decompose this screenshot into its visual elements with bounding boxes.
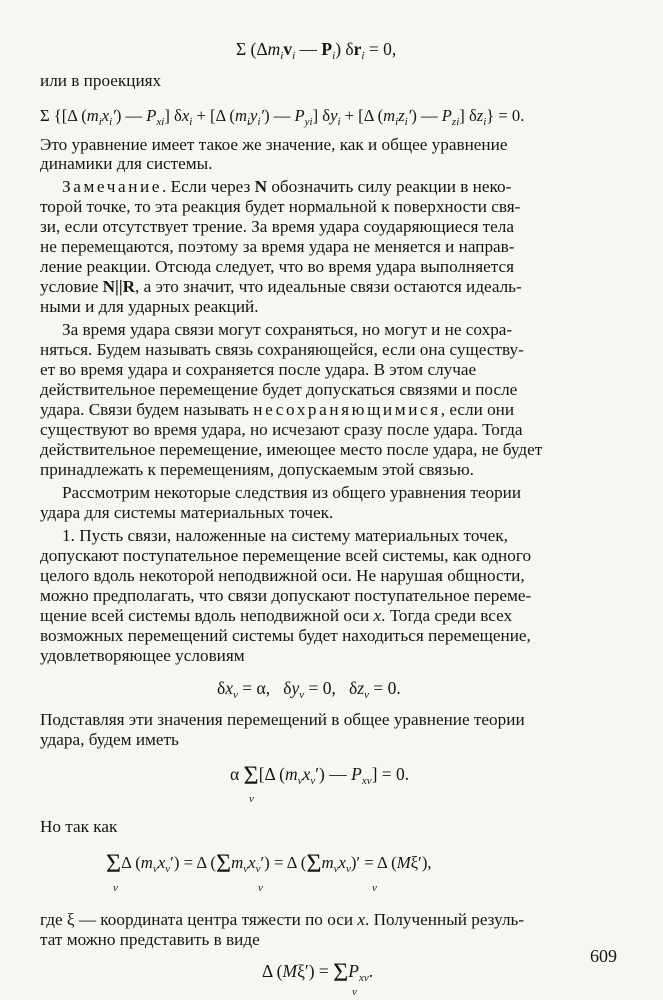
- text-line: ет во время удара и сохраняется после удара. В этом случае: [40, 360, 477, 379]
- text-line: За время удара связи могут сохраняться, но могут и не сохра-: [62, 320, 513, 339]
- text-line: возможных перемещений системы будет находиться перемещение,: [40, 626, 531, 645]
- text-line: Но так как: [40, 817, 118, 836]
- text-line: удара для системы материальных точек.: [40, 503, 334, 522]
- text-line: ление реакции. Отсюда следует, что во время удара выполняется: [40, 257, 515, 276]
- equation-virtual-work: Σ ($\Delta m_iv_i$ — $P_i$) $\delta r_i = 0$,: [236, 39, 397, 62]
- equation-sum-alpha: α Σ[Δ $(m_\nu x_\nu')$ — $P_{x\nu}] = 0$.: [230, 761, 410, 790]
- text-line: где ξ — координата центра тяжести по оси x. Полученный резуль-: [40, 910, 525, 929]
- sum-index: ν: [372, 882, 377, 894]
- text-line: 1. Пусть связи, наложенные на систему материальных точек,: [62, 526, 508, 545]
- text-line: Замечание. Если через N обозначить силу реакции в неко-: [62, 177, 512, 196]
- text-line: или в проекциях: [40, 71, 162, 90]
- text-line: принадлежать к перемещениям, допускаемым этой связью.: [40, 460, 474, 479]
- text-line: зи, если отсутствует трение. За время удара соударяющиеся тела: [40, 217, 514, 236]
- text-line: Рассмотрим некоторые следствия из общего уравнения теории: [62, 483, 522, 502]
- text-line: удара. Связи будем называть несохраняющимися, если они: [40, 400, 515, 419]
- text-line: действительное перемещение, имеющее место после удара, не будет: [40, 440, 543, 459]
- text-line: удара, будем иметь: [40, 730, 179, 749]
- sum-index: ν: [258, 882, 263, 894]
- text-line: условие N||R, а это значит, что идеальные связи остаются идеаль-: [40, 277, 522, 296]
- text-line: ными и для ударных реакций.: [40, 297, 259, 316]
- equation-result: Δ $(M\xi') = \Sigma P_{x\nu}$.: [262, 958, 374, 987]
- text-line: действительное перемещение будет допускаться связями и после: [40, 380, 518, 399]
- sum-index: ν: [113, 882, 118, 894]
- text-line: тат можно представить в виде: [40, 930, 260, 949]
- text-line: торой точке, то эта реакция будет нормальной к поверхности свя-: [40, 197, 521, 216]
- equation-conditions: $\delta x_\nu = \alpha$, $\delta y_\nu = 0$, $\delta z_\nu = 0$.: [217, 678, 401, 701]
- text-line: Подставляя эти значения перемещений в общее уравнение теории: [40, 710, 525, 729]
- text-line: Это уравнение имеет такое же значение, как и общее уравнение: [40, 135, 508, 154]
- text-line: щение всей системы вдоль неподвижной оси x. Тогда среди всех: [40, 606, 513, 625]
- equation-center-mass: ΣΔ $(m_\nu x_\nu') = \Delta$ $(\Sigma m_\nu x_\nu') = \Delta$ $(\Sigma m_\nu x_\nu)' = \Delta$ (Mξ′),: [106, 849, 432, 878]
- text-line: существуют во время удара, но исчезают сразу после удара. Тогда: [40, 420, 523, 439]
- text-line: удовлетворяющее условиям: [40, 646, 245, 665]
- text-line: няться. Будем называть связь сохраняющейся, если она существу-: [40, 340, 524, 359]
- text-line: не перемещаются, поэтому за время удара не меняется и направ-: [40, 237, 515, 256]
- page-number: 609: [590, 946, 617, 966]
- sum-index: ν: [352, 986, 357, 998]
- text-line: целого вдоль некоторой неподвижной оси. Не нарушая общности,: [40, 566, 525, 585]
- text-line: динамики для системы.: [40, 154, 213, 173]
- text-line: можно предполагать, что связи допускают поступательное переме-: [40, 586, 532, 605]
- text-line: допускают поступательное перемещение всей системы, как одного: [40, 546, 532, 565]
- sum-index: ν: [249, 793, 254, 805]
- equation-projections: Σ {[Δ $(m_ix_i')$ — $P_{xi}$] $\delta x_i + [\Delta$ $(m_iy_i')$ — $P_{yi}$] $\delta y_i + [\Delta$ $(m_iz_i')$ — $P_{zi}$] $\delta z_i\} = 0$.: [40, 106, 525, 128]
